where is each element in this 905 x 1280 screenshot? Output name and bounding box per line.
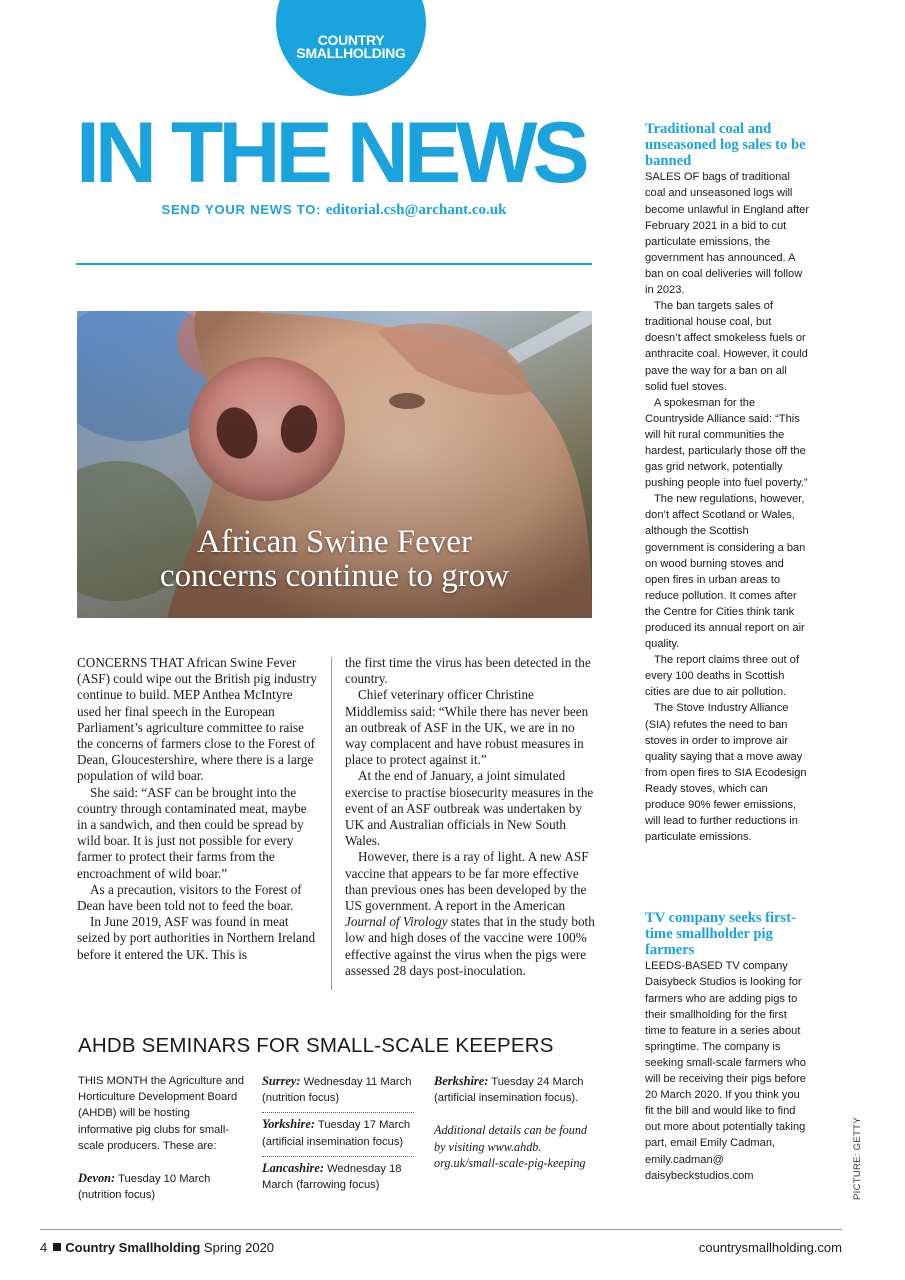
page-title: IN THE NEWS: [76, 105, 585, 201]
photo-caption-line1: African Swine Fever: [197, 524, 472, 560]
send-news-email[interactable]: editorial.csh@archant.co.uk: [325, 202, 507, 218]
session-details: Tuesday 10 March (nutrition focus): [78, 1173, 211, 1202]
session-details: Tuesday 24 March (artificial insemination focus).: [434, 1076, 584, 1105]
sidebar-paragraph: LEEDS-BASED TV company Daisybeck Studios is looking for farmers who are adding pigs to their smallholding for the first time to feature in a series about springtime. The company is seeking small-scale farmers who will be receiving their pigs before 20 March 2020. If you think you fit the bill and would like to find out more about potentially taking part, email Emily Cadman, emily.cadman@ daisybeckstudios.com: [645, 960, 806, 1182]
ahdb-column-2: [262, 1073, 414, 1193]
sidebar-paragraph: The ban targets sales of traditional house coal, but doesn’t affect smokeless fuels or anthracite coal. However, it could pave the way for a ban on all solid fuel stoves.: [645, 300, 808, 393]
square-bullet-icon: [53, 1243, 61, 1251]
article-text: However, there is a ray of light. A new ASF vaccine that appears to be far more effective than previous ones has been developed by the US government. A report in the American: [345, 849, 589, 914]
session-county: Lancashire:: [262, 1160, 324, 1175]
article-paragraph: In June 2019, ASF was found in meat seized by port authorities in Northern Ireland before it entered the UK. This is: [77, 914, 316, 962]
article-paragraph: the first time the virus has been detected in the country.: [345, 655, 591, 687]
issue-name: Spring 2020: [203, 1240, 275, 1255]
session-details: Wednesday 11 March (nutrition focus): [262, 1076, 412, 1105]
title-divider: [76, 263, 592, 265]
ahdb-title: AHDB SEMINARS FOR SMALL-SCALE KEEPERS: [78, 1034, 554, 1057]
session-divider: [262, 1156, 414, 1157]
ahdb-more-info[interactable]: Additional details can be found by visiting www.ahdb. org.uk/small-scale-pig-keeping: [434, 1123, 588, 1170]
page-number: 4: [40, 1240, 48, 1255]
photo-caption: [77, 525, 592, 593]
ahdb-column-3: [434, 1073, 594, 1171]
session-details: Wednesday 18 March (farrowing focus): [262, 1162, 402, 1192]
session-divider: [262, 1112, 414, 1113]
photo-caption-line2: concerns continue to grow: [159, 558, 510, 594]
article-paragraph: Chief veterinary officer Christine Middlemiss said: “While there has never been an outbreak of ASF in the UK, we are in no way complacent and have robust measures in place to protect against it.”: [345, 687, 589, 768]
ahdb-session: [262, 1160, 414, 1193]
article-paragraph: She said: “ASF can be brought into the country through contaminated meat, maybe in a sandwich, and then could be spread by wild boar. It is just not possible for every farmer to protect their farms from the encroachment of wild boar.”: [77, 784, 307, 881]
journal-name: Journal of Virology: [345, 914, 448, 930]
sidebar-story-title: Traditional coal and unseasoned log sales to be banned: [645, 121, 806, 169]
sidebar-story-tv: [645, 911, 810, 1184]
ahdb-intro: THIS MONTH the Agriculture and Horticulture Development Board (AHDB) will be hosting informative pig clubs for small-scale producers. These are:: [78, 1075, 245, 1152]
article-paragraph: At the end of January, a joint simulated exercise to practise biosecurity measures in the event of an ASF outbreak was undertaken by UK and Australian officials in New South Wales.: [345, 768, 594, 849]
sidebar-story-title: TV company seeks first-time smallholder pig farmers: [645, 910, 796, 958]
footer-divider: [40, 1229, 842, 1230]
session-county: Surrey:: [262, 1074, 301, 1088]
footer-folio: [40, 1240, 274, 1255]
send-news-label: SEND YOUR NEWS TO:: [161, 202, 322, 217]
logo-line1: COUNTRY: [317, 32, 385, 48]
ahdb-session: [262, 1116, 414, 1149]
article-paragraph: As a precaution, visitors to the Forest of Dean have been told not to feed the boar.: [77, 881, 302, 914]
article-column-1: [77, 655, 319, 963]
session-county: Devon:: [78, 1171, 116, 1186]
ahdb-column-1: [78, 1073, 246, 1203]
footer-website[interactable]: countrysmallholding.com: [698, 1240, 842, 1255]
sidebar-story-coal: [645, 122, 810, 845]
session-county: Berkshire:: [434, 1074, 489, 1088]
article-text: states that in the study both low and high doses of the vaccine were 100% effective against the virus when the pigs were assessed 28 days post-inoculation.: [345, 914, 595, 978]
sidebar-paragraph: A spokesman for the Countryside Alliance said: “This will hit rural communities the hardest, particularly those off the gas grid network, potentially pushing people into fuel poverty.”: [645, 396, 808, 490]
logo-line2: SMALLHOLDING: [296, 45, 406, 61]
session-details: Tuesday 17 March (artificial insemination focus): [262, 1119, 411, 1148]
article-paragraph-with-journal: [345, 849, 595, 979]
send-news-line: [76, 202, 592, 219]
ahdb-session: [434, 1073, 594, 1106]
sidebar-paragraph: The Stove Industry Alliance (SIA) refutes the need to ban stoves in order to improve air quality saying that a move away from open fires to SIA Ecodesign Ready stoves, which can produce 90% fewer emissions, will lead to further reductions in particulate emissions.: [645, 702, 807, 844]
article-column-2: [345, 655, 595, 979]
ahdb-session: [78, 1170, 246, 1203]
column-divider: [331, 657, 332, 990]
sidebar-paragraph: SALES OF bags of traditional coal and unseasoned logs will become unlawful in England after February 2021 in a bid to cut particulate emissions, the government has announced. A ban on coal deliveries will follow in 2023.: [645, 171, 810, 297]
article-paragraph: CONCERNS THAT African Swine Fever (ASF) could wipe out the British pig industry continue to build. MEP Anthea McIntyre used her final speech in the European Parliament’s agriculture committee to raise the concerns of farmers close to the Forest of Dean, Gloucestershire, where there is a large population of wild boar.: [77, 655, 317, 784]
magazine-logo: [276, 0, 426, 96]
sidebar-paragraph: The report claims three out of every 100 deaths in Scottish cities are due to air pollution.: [645, 654, 799, 699]
sidebar-paragraph: The new regulations, however, don’t affect Scotland or Wales, although the Scottish government is considering a ban on wood burning stoves and open fires in urban areas to reduce pollution. It comes after the Centre for Cities think tank produced its annual report on air quality.: [645, 493, 806, 651]
session-county: Yorkshire:: [262, 1117, 316, 1132]
pig-photo: [77, 311, 592, 618]
magazine-name: Country Smallholding: [65, 1240, 201, 1255]
photo-credit: PICTURE: GETTY: [852, 1117, 863, 1200]
ahdb-session: [262, 1073, 414, 1106]
